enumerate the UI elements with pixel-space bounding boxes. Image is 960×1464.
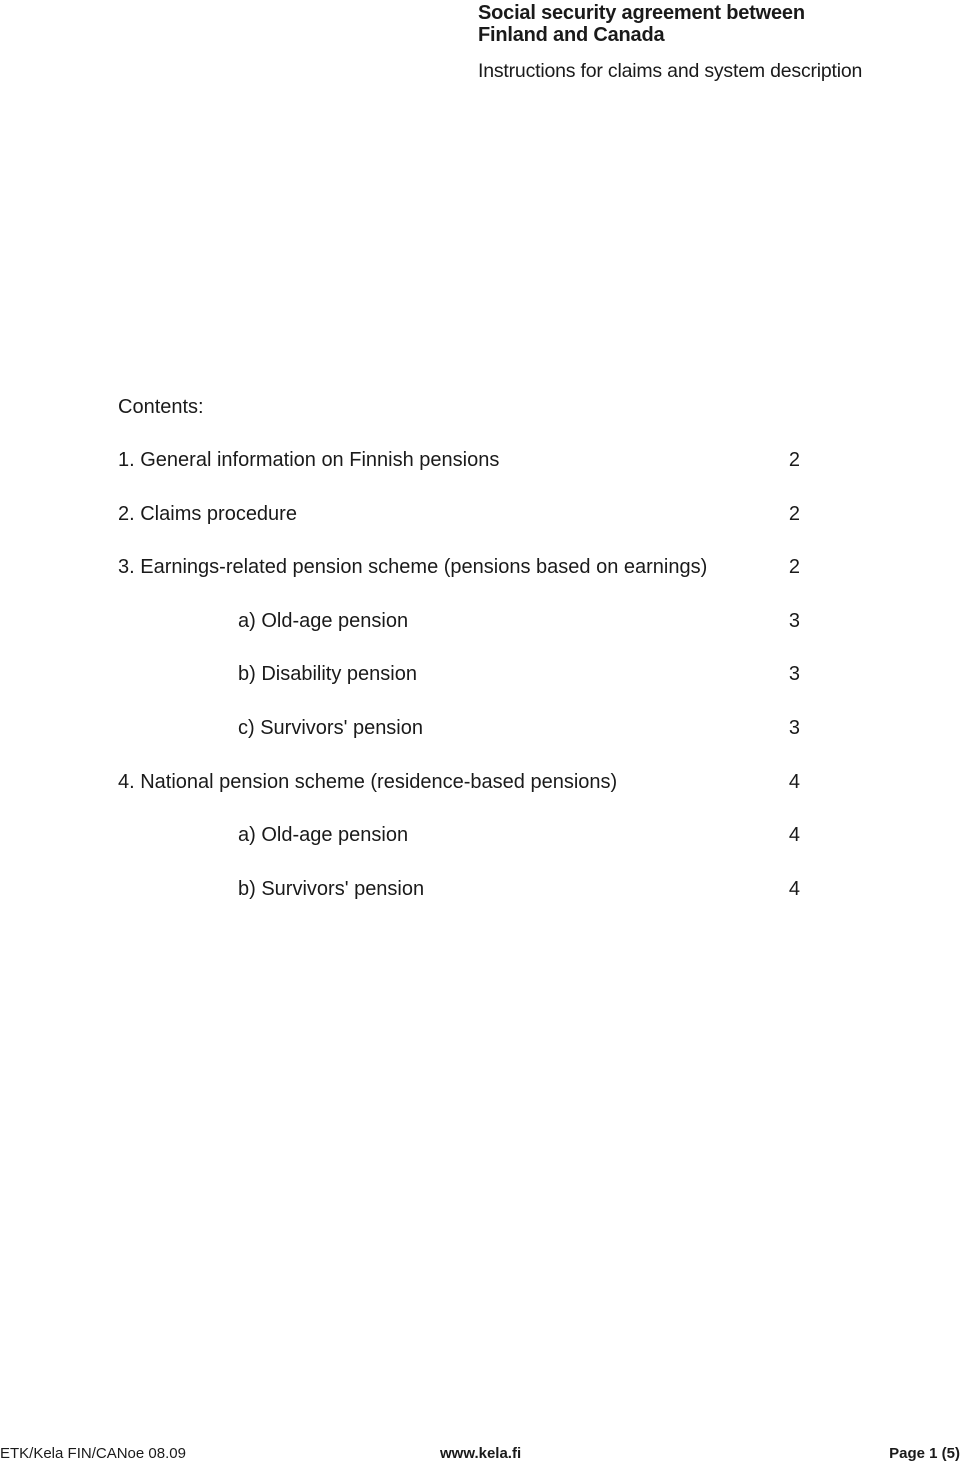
toc-entry-page: 3 (788, 716, 800, 739)
toc-entry-label: 4. National pension scheme (residence-based pensions) (118, 770, 618, 793)
toc-entry-page: 4 (788, 770, 800, 793)
document-code: ETK/Kela FIN/CANoe 08.09 (0, 1445, 186, 1462)
toc-entry-page: 2 (788, 449, 800, 471)
document-title-line-1: Social security agreement between (478, 2, 805, 24)
table-of-contents (118, 392, 800, 927)
toc-entry-label: b) Survivors' pension (238, 877, 425, 900)
page-footer (0, 1444, 960, 1464)
toc-subentry-earnings-old-age (118, 606, 800, 660)
toc-entry-label: a) Old-age pension (238, 609, 409, 632)
document-subtitle: Instructions for claims and system description (478, 60, 863, 82)
toc-entry-national-pension-scheme (118, 767, 800, 821)
toc-entry-page: 4 (788, 877, 800, 900)
toc-entry-label: b) Disability pension (238, 663, 417, 686)
page-number: Page 1 (5) (889, 1445, 960, 1462)
toc-entry-page: 2 (788, 502, 800, 525)
contents-list (118, 445, 800, 927)
website-link[interactable]: www.kela.fi (440, 1445, 522, 1462)
toc-entry-general-information (118, 445, 800, 499)
toc-subentry-earnings-survivors (118, 713, 800, 767)
contents-heading: Contents: (118, 396, 204, 418)
toc-subentry-national-survivors (118, 874, 800, 928)
toc-entry-claims-procedure (118, 499, 800, 553)
toc-entry-label: a) Old-age pension (238, 824, 409, 847)
toc-entry-label: 2. Claims procedure (118, 502, 297, 525)
toc-entry-page: 3 (788, 609, 800, 632)
document-title-line-2: Finland and Canada (478, 24, 665, 46)
toc-entry-label: 3. Earnings-related pension scheme (pensions based on earnings) (118, 556, 708, 579)
toc-entry-page: 4 (788, 824, 800, 847)
toc-subentry-earnings-disability (118, 659, 800, 713)
toc-entry-label: c) Survivors' pension (238, 716, 423, 739)
document-header (478, 2, 948, 83)
toc-entry-page: 3 (788, 663, 800, 686)
toc-subentry-national-old-age (118, 820, 800, 874)
toc-entry-page: 2 (788, 556, 800, 579)
toc-entry-earnings-related-scheme (118, 552, 800, 606)
toc-entry-label: 1. General information on Finnish pensions (118, 449, 500, 471)
